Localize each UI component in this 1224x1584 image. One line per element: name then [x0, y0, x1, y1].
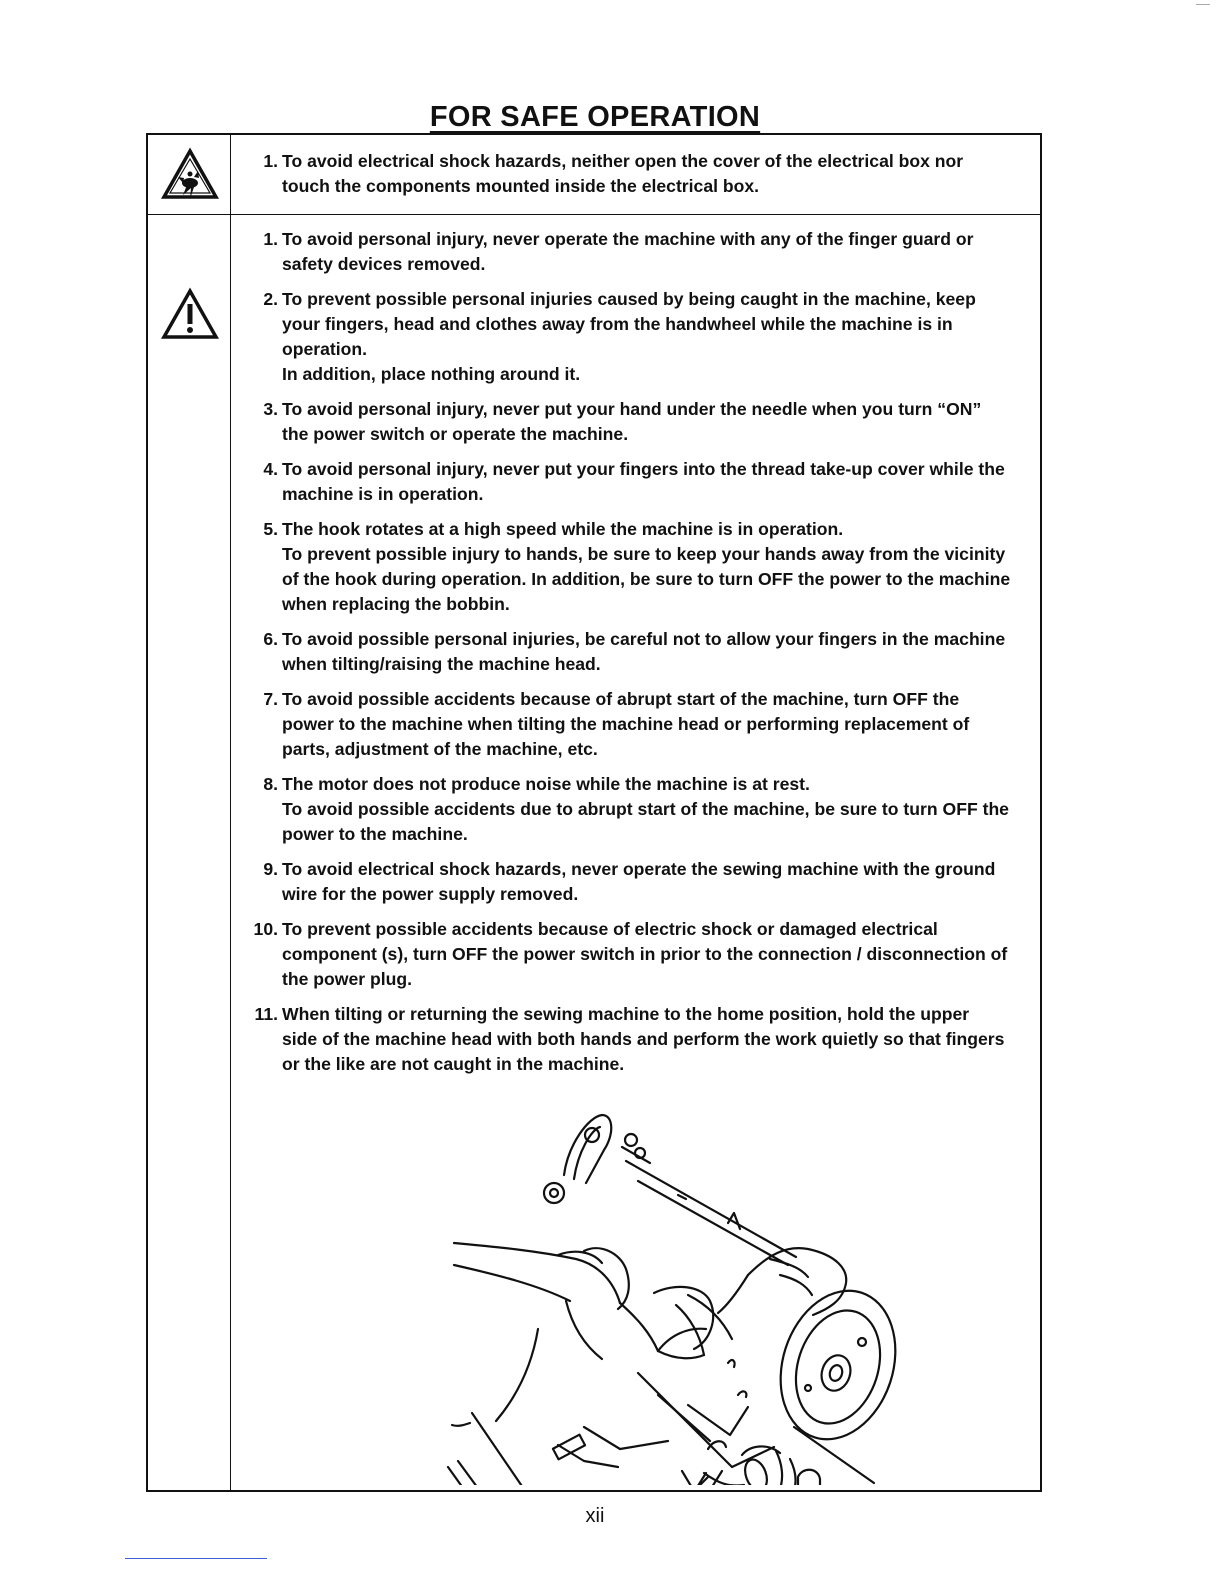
caution-item: [238, 1002, 1030, 1077]
item-number: 9.: [263, 859, 278, 879]
caution-item: [238, 687, 1030, 762]
caution-item: [238, 227, 1030, 277]
caution-item: [238, 517, 1030, 617]
item-text-line: when replacing the bobbin.: [282, 594, 510, 614]
item-number: 1.: [263, 151, 278, 171]
caution-list: [238, 227, 1030, 1087]
caution-item: [238, 457, 1030, 507]
item-text-line: or the like are not caught in the machine.: [282, 1054, 625, 1074]
caution-item: [238, 397, 1030, 447]
corner-mark: [1196, 4, 1210, 5]
caution-exclamation-icon: [161, 287, 219, 343]
item-text-line: when tilting/raising the machine head.: [282, 654, 601, 674]
item-text-line: touch the components mounted inside the electrical box.: [282, 176, 760, 196]
item-text-line: machine is in operation.: [282, 484, 484, 504]
electrical-warning-list: [238, 149, 1030, 209]
item-text-line: To avoid electrical shock hazards, neither open the cover of the electrical box nor: [282, 151, 964, 171]
row-divider: [148, 214, 1040, 215]
item-text-line: parts, adjustment of the machine, etc.: [282, 739, 598, 759]
page-title: FOR SAFE OPERATION: [429, 101, 761, 134]
item-text-line: safety devices removed.: [282, 254, 486, 274]
item-text-line: To prevent possible injury to hands, be sure to keep your hands away from the vicinity: [282, 544, 1006, 564]
item-text-line: When tilting or returning the sewing machine to the home position, hold the upper: [282, 1004, 970, 1024]
item-text-line: To avoid personal injury, never put your fingers into the thread take-up cover while the: [282, 459, 1005, 479]
electric-shock-warning-icon: [161, 147, 219, 203]
item-number: 3.: [263, 399, 278, 419]
page-number: xii: [585, 1505, 605, 1527]
caution-item: [238, 772, 1030, 847]
column-divider: [230, 135, 231, 1490]
item-text-line: the power switch or operate the machine.: [282, 424, 629, 444]
item-text-line: To avoid electrical shock hazards, never operate the sewing machine with the ground: [282, 859, 996, 879]
item-text-line: power to the machine when tilting the machine head or performing replacement of: [282, 714, 970, 734]
item-text-line: The hook rotates at a high speed while the machine is in operation.: [282, 519, 844, 539]
item-text-line: of the hook during operation. In addition, be sure to turn OFF the power to the machine: [282, 569, 1011, 589]
item-text-line: wire for the power supply removed.: [282, 884, 579, 904]
item-text-line: component (s), turn OFF the power switch in prior to the connection / disconnection of: [282, 944, 1008, 964]
item-text-line: In addition, place nothing around it.: [282, 364, 581, 384]
item-number: 8.: [263, 774, 278, 794]
item-text-line: To avoid possible accidents due to abrupt start of the machine, be sure to turn OFF the: [282, 799, 1009, 819]
warning-item: [238, 149, 1030, 199]
item-text-line: the power plug.: [282, 969, 412, 989]
caution-item: [238, 287, 1030, 387]
item-number: 4.: [263, 459, 278, 479]
machine-tilting-illustration: [388, 1105, 908, 1485]
item-text-line: To avoid possible personal injuries, be careful not to allow your fingers in the machine: [282, 629, 1006, 649]
item-number: 11.: [254, 1004, 278, 1024]
caution-item: [238, 627, 1030, 677]
item-text-line: To prevent possible accidents because of electric shock or damaged electrical: [282, 919, 938, 939]
item-number: 2.: [263, 289, 278, 309]
item-text-line: To avoid personal injury, never put your hand under the needle when you turn “ON”: [282, 399, 982, 419]
item-number: 6.: [263, 629, 278, 649]
item-text-line: side of the machine head with both hands and perform the work quietly so that fingers: [282, 1029, 1005, 1049]
item-number: 5.: [263, 519, 278, 539]
caution-item: [238, 917, 1030, 992]
caution-item: [238, 857, 1030, 907]
item-text-line: The motor does not produce noise while the machine is at rest.: [282, 774, 810, 794]
item-number: 1.: [263, 229, 278, 249]
item-text-line: your fingers, head and clothes away from the handwheel while the machine is in: [282, 314, 953, 334]
footer-link-underline: [125, 1558, 267, 1559]
safety-table: [146, 133, 1042, 1492]
item-number: 10.: [253, 919, 278, 939]
item-number: 7.: [263, 689, 278, 709]
item-text-line: To avoid possible accidents because of abrupt start of the machine, turn OFF the: [282, 689, 960, 709]
item-text-line: operation.: [282, 339, 368, 359]
item-text-line: To prevent possible personal injuries caused by being caught in the machine, keep: [282, 289, 976, 309]
item-text-line: To avoid personal injury, never operate the machine with any of the finger guard or: [282, 229, 974, 249]
item-text-line: power to the machine.: [282, 824, 468, 844]
